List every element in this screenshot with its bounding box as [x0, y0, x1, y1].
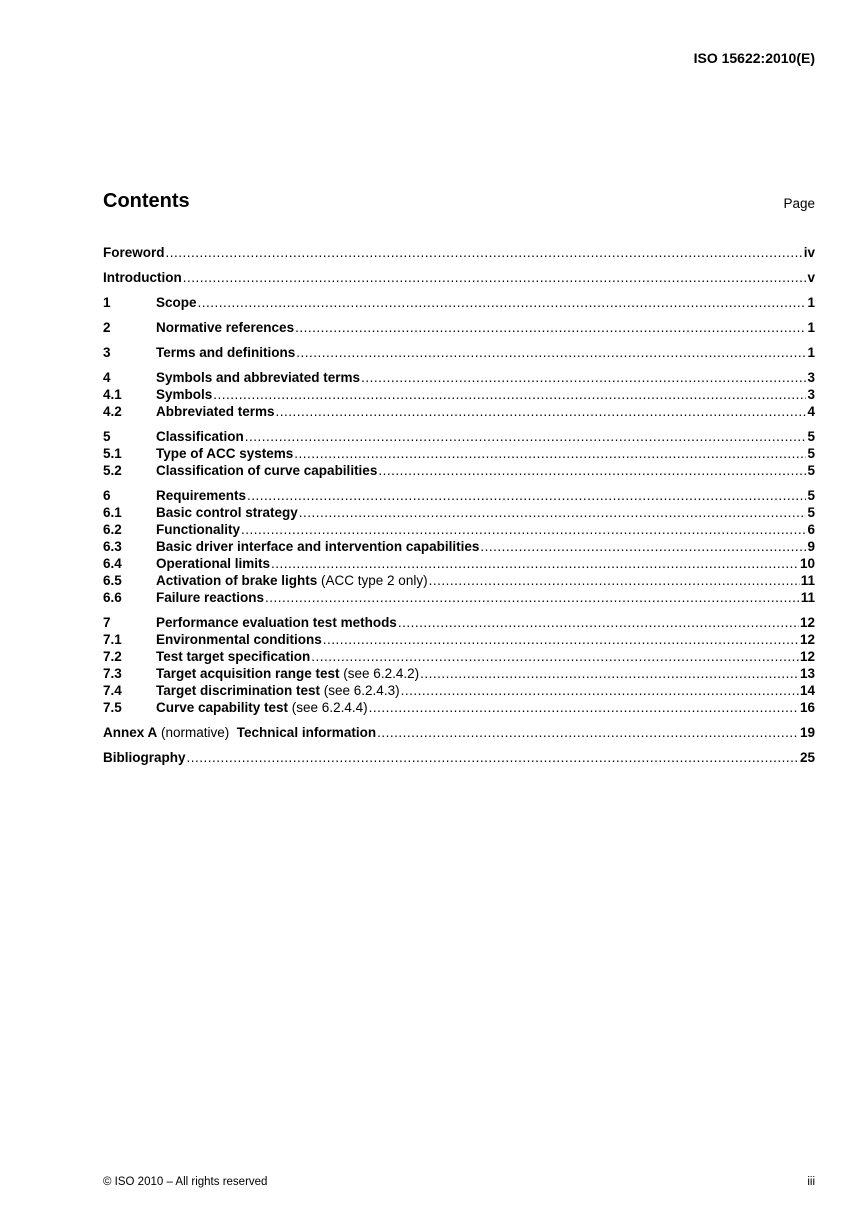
toc-entry-number: 6.1	[103, 505, 122, 520]
toc-entry-number: 4.1	[103, 387, 122, 402]
toc-entry-title	[103, 749, 186, 766]
toc-entry[interactable]	[103, 724, 815, 741]
toc-entry-title	[103, 269, 182, 286]
toc-entry-number: 4	[103, 370, 111, 385]
toc-entry-page: 5	[807, 429, 815, 444]
toc-entry[interactable]	[103, 344, 815, 361]
toc-entry-title	[156, 665, 419, 682]
footer-copyright: © ISO 2010 – All rights reserved	[103, 1176, 268, 1188]
toc-dot-leader	[295, 319, 806, 336]
toc-entry-title	[156, 538, 479, 555]
toc-entry-number: 7.2	[103, 649, 122, 664]
toc-entry-number: 7	[103, 615, 111, 630]
toc-entry[interactable]	[103, 487, 815, 504]
toc-entry-title	[156, 462, 377, 479]
toc-entry-title	[156, 614, 397, 631]
toc-entry-number: 1	[103, 295, 111, 310]
toc-entry-title-text: Operational limits	[156, 556, 271, 571]
toc-entry[interactable]	[103, 521, 815, 538]
toc-entry-title-text: Failure reactions	[156, 590, 265, 605]
toc-entry-number: 6.5	[103, 573, 122, 588]
toc-dot-leader	[187, 749, 799, 766]
toc-group	[103, 369, 815, 420]
toc-entry-page: 11	[800, 573, 815, 588]
toc-entry-title	[156, 386, 212, 403]
toc-entry-number: 7.1	[103, 632, 122, 647]
toc-entry-note: (normative)	[157, 725, 237, 740]
toc-entry-page: 5	[807, 505, 815, 520]
toc-dot-leader	[166, 244, 803, 261]
toc-entry-page: 12	[799, 632, 815, 647]
toc-dot-leader	[276, 403, 807, 420]
toc-entry-page: 12	[799, 649, 815, 664]
footer-page-number: iii	[807, 1176, 815, 1188]
toc-entry-page: 14	[799, 683, 815, 698]
toc-group	[103, 269, 815, 286]
toc-entry-number: 6	[103, 488, 111, 503]
toc-entry-title-text: Normative references	[156, 320, 295, 335]
toc-entry-title	[156, 682, 400, 699]
toc-entry-title-text: Classification	[156, 429, 244, 444]
toc-entry[interactable]	[103, 445, 815, 462]
toc-entry-number: 7.5	[103, 700, 122, 715]
toc-entry-title-text: Environmental conditions	[156, 632, 322, 647]
toc-entry-title	[103, 244, 165, 261]
toc-dot-leader	[183, 269, 807, 286]
toc-entry-title	[156, 589, 264, 606]
toc-entry-note: (see 6.2.4.4)	[288, 700, 368, 715]
toc-entry-title	[156, 555, 270, 572]
toc-entry[interactable]	[103, 665, 815, 682]
toc-entry-page: 6	[807, 522, 815, 537]
toc-entry[interactable]	[103, 403, 815, 420]
toc-dot-leader	[245, 428, 807, 445]
toc-entry-title	[156, 699, 368, 716]
toc-group	[103, 294, 815, 311]
toc-entry-title	[156, 319, 294, 336]
toc-group	[103, 428, 815, 479]
toc-entry-title-text: Foreword	[103, 245, 165, 260]
toc-dot-leader	[480, 538, 806, 555]
toc-entry-title-text: Bibliography	[103, 750, 186, 765]
toc-entry-title-text: Scope	[156, 295, 197, 310]
toc-entry-page: 11	[800, 590, 815, 605]
toc-entry-title-text: Target acquisition range test	[156, 666, 340, 681]
toc-entry-title-text: Activation of brake lights	[156, 573, 318, 588]
toc-entry[interactable]	[103, 589, 815, 606]
toc-entry-page: 1	[807, 295, 815, 310]
toc-entry-note: (ACC type 2 only)	[317, 573, 428, 588]
toc-entry-page: 10	[799, 556, 815, 571]
toc-entry-page: 5	[807, 463, 815, 478]
toc-entry[interactable]	[103, 462, 815, 479]
toc-entry[interactable]	[103, 244, 815, 261]
toc-entry-number: 5.1	[103, 446, 122, 461]
toc-entry-title	[156, 631, 322, 648]
toc-entry-title-text: Introduction	[103, 270, 182, 285]
toc-entry-title	[156, 428, 244, 445]
toc-dot-leader	[429, 572, 800, 589]
toc-dot-leader	[271, 555, 799, 572]
toc-entry-number: 6.2	[103, 522, 122, 537]
toc-group	[103, 344, 815, 361]
contents-heading: Contents	[103, 190, 190, 212]
toc-entry-number: 7.4	[103, 683, 122, 698]
toc-entry[interactable]	[103, 631, 815, 648]
toc-entry-note: (see 6.2.4.2)	[339, 666, 420, 681]
toc-entry[interactable]	[103, 682, 815, 699]
toc-entry[interactable]	[103, 386, 815, 403]
toc-dot-leader	[420, 665, 799, 682]
toc-entry[interactable]	[103, 294, 815, 311]
toc-group	[103, 724, 815, 741]
toc-entry-title	[156, 521, 240, 538]
toc-entry[interactable]	[103, 319, 815, 336]
toc-group	[103, 749, 815, 766]
toc-dot-leader	[198, 294, 807, 311]
toc-entry-number: 7.3	[103, 666, 122, 681]
toc-entry-title	[156, 344, 295, 361]
toc-dot-leader	[401, 682, 799, 699]
toc-entry-page: 1	[807, 320, 815, 335]
toc-entry-title-text: Abbreviated terms	[156, 404, 275, 419]
toc-entry-page: 9	[807, 539, 815, 554]
toc-entry[interactable]	[103, 428, 815, 445]
toc-dot-leader	[294, 445, 806, 462]
toc-entry-title	[156, 369, 360, 386]
toc-dot-leader	[296, 344, 806, 361]
toc-entry-title	[103, 724, 376, 741]
toc-entry-page: 19	[799, 725, 815, 740]
toc-entry-page: 5	[807, 446, 815, 461]
toc-entry-number: 5	[103, 429, 111, 444]
toc-entry-title-text: Basic control strategy	[156, 505, 298, 520]
toc-entry-number: 2	[103, 320, 111, 335]
toc-entry-title	[156, 504, 298, 521]
toc-entry-title-text: Symbols	[156, 387, 213, 402]
toc-entry-title-text: Terms and definitions	[156, 345, 296, 360]
toc-dot-leader	[361, 369, 806, 386]
toc-entry[interactable]	[103, 504, 815, 521]
toc-group	[103, 487, 815, 606]
toc-dot-leader	[241, 521, 806, 538]
toc-entry-page: 25	[799, 750, 815, 765]
toc-entry-title	[156, 487, 246, 504]
toc-entry-page: 3	[807, 370, 815, 385]
toc-entry-page: iv	[803, 245, 815, 260]
toc-entry-title-text: Functionality	[156, 522, 240, 537]
toc-entry[interactable]	[103, 269, 815, 286]
toc-entry-page: 4	[807, 404, 815, 419]
toc-entry[interactable]	[103, 614, 815, 631]
table-of-contents	[103, 244, 815, 774]
toc-entry-page: v	[807, 270, 815, 285]
toc-entry-title-text: Curve capability test	[156, 700, 289, 715]
toc-entry-page: 16	[799, 700, 815, 715]
toc-dot-leader	[213, 386, 806, 403]
toc-entry-title-text: Target discrimination test	[156, 683, 321, 698]
toc-entry-title-text: Test target specification	[156, 649, 311, 664]
toc-entry-title	[156, 648, 310, 665]
toc-entry[interactable]	[103, 538, 815, 555]
toc-entry-title-text: Symbols and abbreviated terms	[156, 370, 361, 385]
toc-entry-number: 6.6	[103, 590, 122, 605]
toc-group	[103, 319, 815, 336]
toc-dot-leader	[378, 462, 806, 479]
toc-dot-leader	[265, 589, 800, 606]
toc-entry-title	[156, 403, 275, 420]
toc-entry[interactable]	[103, 648, 815, 665]
toc-entry[interactable]	[103, 749, 815, 766]
toc-entry-title-text: Basic driver interface and intervention capabilities	[156, 539, 480, 554]
toc-entry-page: 12	[799, 615, 815, 630]
page-column-label: Page	[783, 196, 815, 211]
toc-entry-number: 6.4	[103, 556, 122, 571]
toc-dot-leader	[398, 614, 799, 631]
toc-group	[103, 244, 815, 261]
toc-entry-title-text: Type of ACC systems	[156, 446, 294, 461]
toc-dot-leader	[247, 487, 806, 504]
toc-entry[interactable]	[103, 699, 815, 716]
toc-entry-number: 5.2	[103, 463, 122, 478]
toc-dot-leader	[377, 724, 799, 741]
document-id-header: ISO 15622:2010(E)	[693, 50, 815, 66]
toc-entry-note: (see 6.2.4.3)	[320, 683, 400, 698]
toc-dot-leader	[299, 504, 807, 521]
toc-dot-leader	[311, 648, 799, 665]
toc-entry[interactable]	[103, 572, 815, 589]
toc-entry-page: 13	[799, 666, 815, 681]
toc-entry-title-text: Requirements	[156, 488, 247, 503]
toc-entry-title-text: Annex A	[103, 725, 158, 740]
toc-entry-number: 3	[103, 345, 111, 360]
toc-entry[interactable]	[103, 555, 815, 572]
toc-entry-number: 4.2	[103, 404, 122, 419]
toc-group	[103, 614, 815, 716]
toc-entry-page: 1	[807, 345, 815, 360]
toc-entry-title	[156, 572, 428, 589]
toc-entry-title-text: Performance evaluation test methods	[156, 615, 397, 630]
toc-entry-subtitle: Technical information	[236, 725, 377, 740]
toc-entry-title	[156, 445, 293, 462]
toc-dot-leader	[369, 699, 799, 716]
toc-entry-title-text: Classification of curve capabilities	[156, 463, 378, 478]
toc-entry-page: 3	[807, 387, 815, 402]
toc-entry[interactable]	[103, 369, 815, 386]
toc-entry-number: 6.3	[103, 539, 122, 554]
toc-entry-page: 5	[807, 488, 815, 503]
toc-entry-title	[156, 294, 197, 311]
toc-dot-leader	[323, 631, 799, 648]
